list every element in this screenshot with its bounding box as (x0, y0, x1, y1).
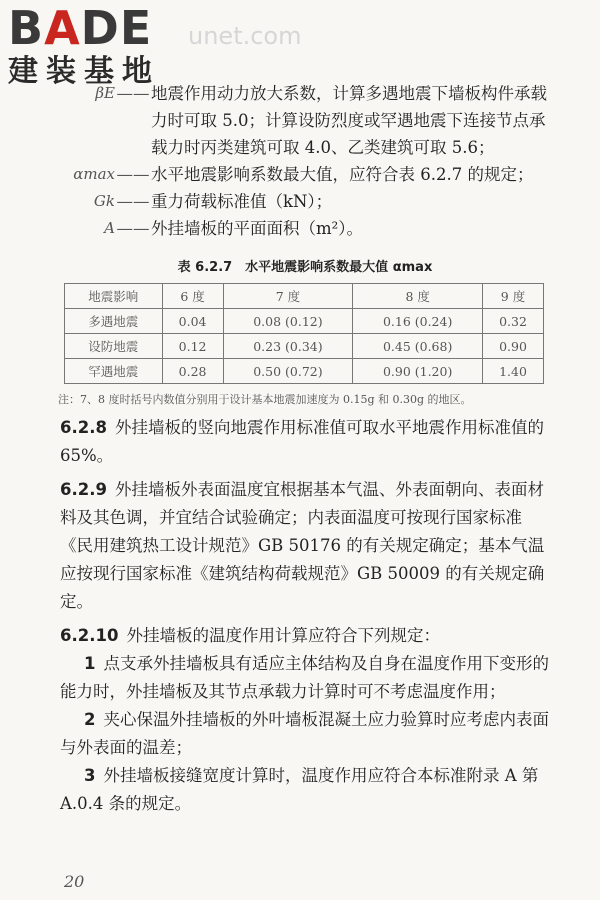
definition-text: 水平地震影响系数最大值，应符合表 6.2.7 的规定； (151, 165, 534, 184)
table-cell: 1.40 (483, 359, 544, 384)
table-cell: 0.04 (162, 309, 223, 334)
definition-text: 外挂墙板的平面面积（m²）。 (151, 219, 364, 238)
logo-wordmark: B A D E (8, 1, 153, 55)
definition-symbol: αmax (73, 165, 115, 183)
definition-text: 地震作用动力放大系数，计算多遇地震下墙板构件承载力时可取 5.0；计算设防烈度或罕遇地震下连接节点承载力时丙类建筑可取 4.0、乙类建筑可取 5.6； (151, 84, 547, 157)
table-cell: 设防地震 (65, 334, 163, 359)
table-header-cell: 7 度 (223, 284, 353, 309)
table-note: 注：7、8 度时括号内数值分别用于设计基本地震加速度为 0.15g 和 0.30g 的地区。 (58, 393, 472, 406)
table-header-cell: 6 度 (162, 284, 223, 309)
definition-symbol: Gk (93, 192, 115, 210)
table-cell: 0.28 (162, 359, 223, 384)
list-item (60, 706, 550, 762)
definition-item: βE —— 地震作用动力放大系数，计算多遇地震下墙板构件承载力时可取 5.0；计算设防烈度或罕遇地震下连接节点承载力时丙类建筑可取 4.0、乙类建筑可取 5.6； (60, 80, 550, 161)
table-cell: 罕遇地震 (65, 359, 163, 384)
section-number: 6.2.8 (60, 418, 107, 437)
list-item (60, 762, 550, 818)
definition-item: αmax —— 水平地震影响系数最大值，应符合表 6.2.7 的规定； (60, 161, 550, 188)
definition-text: 重力荷载标准值（kN）； (151, 192, 333, 211)
page-number: 20 (64, 872, 85, 891)
table-cell: 0.08 (0.12) (223, 309, 353, 334)
logo-subtitle: 建装基地 (8, 54, 160, 89)
section-number: 6.2.9 (60, 480, 107, 499)
logo (8, 1, 178, 90)
table-header-cell: 9 度 (483, 284, 544, 309)
table-cell: 0.23 (0.34) (223, 334, 353, 359)
table-row (65, 334, 544, 359)
item-number: 1 (84, 654, 96, 673)
section-paragraph (60, 476, 550, 616)
definition-symbol: βE (95, 84, 115, 102)
section-paragraph (60, 414, 550, 470)
list-item (60, 650, 550, 706)
table-cell: 0.45 (0.68) (353, 334, 483, 359)
table-header-row (65, 284, 544, 309)
section-text: 外挂墙板的竖向地震作用标准值可取水平地震作用标准值的 65%。 (60, 418, 544, 465)
seismic-coefficient-table (64, 283, 544, 384)
item-number: 2 (84, 710, 96, 729)
table-cell: 0.12 (162, 334, 223, 359)
section-number: 6.2.10 (60, 626, 119, 645)
table-cell: 0.16 (0.24) (353, 309, 483, 334)
table-header-cell: 8 度 (353, 284, 483, 309)
table-cell: 0.90 (1.20) (353, 359, 483, 384)
table-caption: 表 6.2.7 水平地震影响系数最大值 αmax (177, 260, 433, 275)
section-text: 外挂墙板外表面温度宜根据基本气温、外表面朝向、表面材料及其色调，并宜结合试验确定；内表面温度可按现行国家标准《民用建筑热工设计规范》GB 50176 的有关规定确定；基本气温应按现行国家标准《建筑结构荷载规范》GB 50009 的有关规定确定。 (60, 480, 545, 611)
section-paragraph (60, 622, 550, 650)
table-row (65, 359, 544, 384)
item-text: 外挂墙板接缝宽度计算时，温度作用应符合本标准附录 A 第 A.0.4 条的规定。 (60, 766, 539, 813)
table-cell: 0.32 (483, 309, 544, 334)
definition-item: A —— 外挂墙板的平面面积（m²）。 (60, 215, 550, 242)
item-number: 3 (84, 766, 96, 785)
table-header-cell: 地震影响 (65, 284, 163, 309)
definition-item: Gk —— 重力荷载标准值（kN）； (60, 188, 550, 215)
page-content (60, 80, 550, 818)
table-cell: 多遇地震 (65, 309, 163, 334)
item-text: 点支承外挂墙板具有适应主体结构及自身在温度作用下变形的能力时，外挂墙板及其节点承载力计算时可不考虑温度作用； (60, 654, 549, 701)
watermark: unet.com (188, 22, 302, 50)
table-cell: 0.50 (0.72) (223, 359, 353, 384)
table-row (65, 309, 544, 334)
section-text: 外挂墙板的温度作用计算应符合下列规定： (126, 626, 440, 645)
definition-symbol: A (104, 219, 115, 237)
table-cell: 0.90 (483, 334, 544, 359)
item-text: 夹心保温外挂墙板的外叶墙板混凝土应力验算时应考虑内表面与外表面的温差； (60, 710, 549, 757)
